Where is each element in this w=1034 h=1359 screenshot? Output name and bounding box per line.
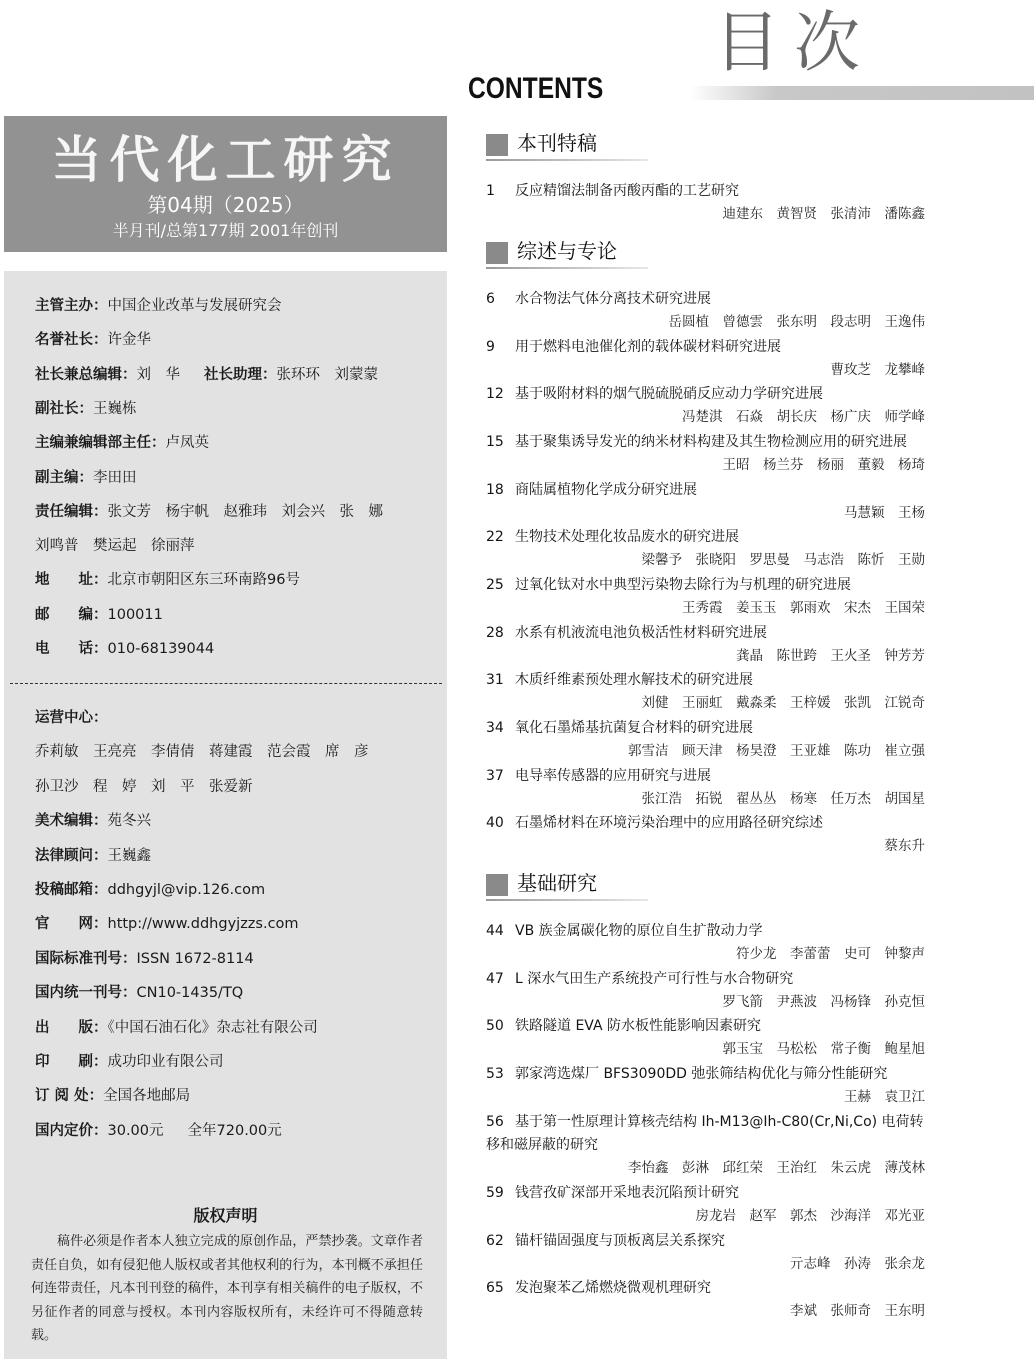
toc-title-chinese: 目次 [714, 4, 874, 81]
operations-line [35, 1121, 282, 1141]
article-title-text: 铁路隧道 EVA 防水板性能影响因素研究 [515, 1018, 762, 1034]
article-page-number: 50 [486, 1018, 504, 1034]
operations-value: ISSN 1672-8114 [136, 950, 254, 967]
masthead-line [35, 330, 151, 350]
operations-value: 苑冬兴 [107, 813, 151, 830]
article-page-number: 25 [486, 577, 504, 593]
article-title[interactable] [486, 1015, 936, 1038]
masthead-line [35, 433, 209, 453]
operations-line [35, 1018, 318, 1038]
masthead-line [35, 639, 214, 659]
article-authors: 曹玫芝 龙攀峰 [830, 362, 925, 378]
article-title[interactable] [486, 920, 936, 943]
article-authors: 罗飞箭 尹燕波 冯杨锋 孙克恒 [722, 994, 925, 1010]
operations-line [35, 742, 369, 762]
operations-line [35, 1086, 190, 1106]
section-title: 本刊特稿 [517, 131, 597, 155]
article-authors: 王秀霞 姜玉玉 郭雨欢 宋杰 王国荣 [682, 600, 925, 616]
journal-banner [4, 116, 447, 252]
masthead-label: 主管主办： [35, 298, 108, 314]
operations-line [35, 811, 151, 831]
article-title[interactable] [486, 1182, 936, 1205]
operations-value: 《中国石油石化》杂志社有限公司 [107, 1019, 318, 1036]
masthead-line [35, 605, 163, 625]
section-marker-icon [486, 242, 508, 264]
article-title[interactable] [486, 383, 936, 406]
masthead-label: 副社长： [35, 400, 93, 417]
masthead-value: 刘鸣普 樊运起 徐丽萍 [35, 538, 195, 555]
masthead-panel [4, 271, 447, 1359]
operations-label: 运营中心： [35, 710, 108, 726]
masthead-label: 责任编辑： [35, 503, 108, 520]
operations-label: 国内统一刊号： [35, 985, 137, 1002]
article-title-text: 商陆属植物化学成分研究进展 [515, 482, 697, 498]
article-title-text: 石墨烯材料在环境污染治理中的应用路径研究综述 [515, 815, 823, 831]
masthead-line [35, 502, 383, 522]
article-authors: 王昭 杨兰芬 杨丽 董毅 杨琦 [722, 457, 925, 473]
article-authors: 迪建东 黄智贤 张清沛 潘陈鑫 [722, 206, 925, 222]
operations-label: 国内定价： [35, 1122, 108, 1139]
article-authors: 岳圆植 曾德雲 张东明 段志明 王逸伟 [668, 314, 925, 330]
copyright-title: 版权声明 [193, 1206, 258, 1225]
article-title[interactable] [486, 669, 936, 692]
article-authors: 马慧颖 王杨 [844, 505, 925, 521]
article-title[interactable] [486, 1277, 936, 1300]
article-title-text: 电导率传感器的应用研究与进展 [515, 768, 711, 784]
journal-title: 当代化工研究 [51, 130, 400, 189]
masthead-label: 电 话： [35, 641, 108, 657]
article-page-number: 9 [486, 339, 495, 355]
article-title[interactable] [486, 1111, 936, 1157]
article-authors: 蔡东升 [884, 838, 925, 854]
masthead-value: 北京市朝阳区东三环南路96号 [107, 572, 300, 589]
section-title: 基础研究 [517, 871, 597, 895]
masthead-label: 社长助理： [204, 366, 277, 383]
article-title[interactable] [486, 336, 936, 359]
issue-number: 第04期（2025） [147, 193, 304, 217]
article-page-number: 44 [486, 923, 504, 939]
operations-label: 订 阅 处： [35, 1088, 104, 1105]
article-title[interactable] [486, 479, 936, 502]
section-underline [486, 899, 648, 901]
article-authors: 刘健 王丽虹 戴淼柔 王梓媛 张凯 江锐奇 [641, 695, 925, 711]
article-title-text: 钱营孜矿深部开采地表沉陷预计研究 [515, 1185, 739, 1201]
masthead-line [35, 296, 282, 316]
operations-label: 法律顾问： [35, 847, 108, 864]
article-title-text: 基于吸附材料的烟气脱硫脱硝反应动力学研究进展 [515, 386, 823, 402]
article-title-text: 木质纤维素预处理水解技术的研究进展 [515, 672, 753, 688]
article-title[interactable] [486, 765, 936, 788]
article-title-text: 郭家湾选煤厂 BFS3090DD 弛张筛结构优化与筛分性能研究 [515, 1066, 888, 1082]
masthead-label: 社长兼总编辑： [35, 366, 137, 383]
section-marker-icon [486, 874, 508, 896]
article-authors: 张江浩 拓锐 翟丛丛 杨寒 任万杰 胡国星 [641, 791, 925, 807]
article-title-text: 氧化石墨烯基抗菌复合材料的研究进展 [515, 720, 753, 736]
operations-line [35, 708, 108, 728]
article-authors: 冯楚淇 石焱 胡长庆 杨广庆 师学峰 [682, 409, 925, 425]
section-marker-icon [486, 134, 508, 156]
masthead-label: 副主编： [35, 469, 93, 486]
article-page-number: 37 [486, 768, 504, 784]
article-title-text: 过氧化钛对水中典型污染物去除行为与机理的研究进展 [515, 577, 851, 593]
operations-line [35, 983, 243, 1003]
operations-value: 乔莉敏 王亮亮 李倩倩 蒋建霞 范会霞 席 彦 [35, 744, 369, 761]
operations-value: 孙卫沙 程 婷 刘 平 张爱新 [35, 778, 253, 795]
operations-line [35, 949, 254, 969]
operations-label: 印 刷： [35, 1054, 108, 1070]
article-title-text: VB 族金属碳化物的原位自生扩散动力学 [515, 923, 763, 939]
masthead-line [35, 399, 137, 419]
operations-value: 王巍鑫 [107, 847, 151, 864]
masthead-value: 中国企业改革与发展研究会 [107, 298, 282, 314]
article-authors: 郭玉宝 马松松 常子衡 鲍星旭 [722, 1041, 925, 1057]
article-page-number: 31 [486, 672, 504, 688]
article-page-number: 59 [486, 1185, 504, 1201]
issue-subline: 半月刊/总第177期 2001年创刊 [112, 221, 339, 240]
article-authors: 龚晶 陈世跨 王火圣 钟芳芳 [736, 648, 925, 664]
article-title[interactable] [486, 622, 936, 645]
article-title[interactable] [486, 968, 936, 991]
article-page-number: 56 [486, 1114, 504, 1130]
operations-label: 出 版： [35, 1019, 108, 1036]
operations-line [35, 1052, 224, 1072]
article-title-text: 反应精馏法制备丙酸丙酯的工艺研究 [515, 183, 739, 199]
operations-value: 30.00元 [107, 1122, 164, 1139]
operations-value: 全国各地邮局 [103, 1088, 191, 1105]
article-title-text: 水合物法气体分离技术研究进展 [515, 291, 711, 307]
operations-line [35, 914, 299, 934]
operations-label: 官 网： [35, 916, 108, 933]
article-page-number: 1 [486, 183, 495, 199]
article-authors: 王赫 袁卫江 [844, 1089, 925, 1105]
section-underline [486, 267, 648, 269]
operations-value: CN10-1435/TQ [136, 985, 244, 1002]
article-title[interactable] [486, 288, 936, 311]
masthead-value: 张文芳 杨宇帆 赵雅玮 刘会兴 张 娜 [107, 503, 383, 520]
article-authors: 房龙岩 赵军 郭杰 沙海洋 邓光亚 [695, 1208, 925, 1224]
article-title[interactable] [486, 717, 936, 740]
masthead-value: 张环环 刘蒙蒙 [276, 366, 378, 383]
article-authors: 符少龙 李蕾蕾 史可 钟黎声 [736, 946, 925, 962]
article-page-number: 53 [486, 1066, 504, 1082]
operations-line [35, 880, 265, 900]
article-title[interactable] [486, 812, 936, 835]
masthead-value: 王巍栋 [93, 400, 137, 417]
article-authors: 梁馨予 张晓阳 罗思曼 马志浩 陈忻 王勋 [641, 552, 925, 568]
section-underline [486, 159, 648, 161]
article-authors: 李斌 张师奇 王东明 [790, 1303, 925, 1319]
article-page-number: 65 [486, 1280, 504, 1296]
operations-label: 国际标准刊号： [35, 950, 137, 967]
operations-label: 投稿邮箱： [35, 882, 108, 898]
section-title: 综述与专论 [517, 239, 617, 263]
header-decor-bar [690, 86, 1034, 100]
article-title[interactable] [486, 574, 936, 597]
operations-line [35, 846, 151, 866]
article-page-number: 47 [486, 971, 504, 987]
article-title-text: 基于第一性原理计算核壳结构 Ih-M13@Ih-C80(Cr,Ni,Co) 电荷转移和磁屏蔽的研究 [486, 1114, 924, 1153]
article-page-number: 40 [486, 815, 504, 831]
masthead-label: 地 址： [35, 572, 108, 589]
article-page-number: 12 [486, 386, 504, 402]
article-page-number: 34 [486, 720, 504, 736]
article-authors: 李怡鑫 彭淋 邱红荣 王治红 朱云虎 薄茂林 [628, 1160, 925, 1176]
masthead-value: 100011 [107, 606, 163, 623]
masthead-value: 李田田 [93, 469, 137, 486]
masthead-line [35, 570, 300, 590]
operations-value: ddhgyjl@vip.126.com [107, 882, 266, 898]
masthead-value: 刘 华 [136, 366, 180, 383]
masthead-label: 主编兼编辑部主任： [35, 435, 166, 452]
masthead-label: 邮 编： [35, 606, 108, 623]
article-title-text: 水系有机液流电池负极活性材料研究进展 [515, 625, 767, 641]
masthead-line [35, 365, 378, 385]
masthead-label: 名誉社长： [35, 332, 108, 349]
article-page-number: 28 [486, 625, 504, 641]
masthead-line [35, 468, 137, 488]
masthead-value: 许金华 [107, 332, 151, 349]
masthead-line [35, 536, 195, 556]
operations-label: 美术编辑： [35, 813, 108, 830]
copyright-text: 稿件必须是作者本人独立完成的原创作品，严禁抄袭。文章作者责任自负，如有侵犯他人版权或者其他权利的行为，本刊概不承担任何连带责任，凡本刊刊登的稿件，本刊享有相关稿件的电子版权，不另征作者的同意与授权。本刊内容版权所有，未经许可不得随意转载。 [31, 1234, 423, 1343]
article-page-number: 62 [486, 1233, 504, 1249]
article-page-number: 18 [486, 482, 504, 498]
article-title[interactable] [486, 180, 936, 203]
divider [10, 683, 442, 684]
article-page-number: 15 [486, 434, 504, 450]
article-title[interactable] [486, 526, 936, 549]
article-title-text: L 深水气田生产系统投产可行性与水合物研究 [515, 971, 794, 987]
article-page-number: 6 [486, 291, 495, 307]
article-title[interactable] [486, 1230, 936, 1253]
masthead-value: 010-68139044 [107, 641, 215, 657]
article-page-number: 22 [486, 529, 504, 545]
article-authors: 郭雪洁 顾天津 杨昊澄 王亚雄 陈功 崔立强 [628, 743, 925, 759]
article-title-text: 锚杆锚固强度与顶板离层关系探究 [515, 1233, 725, 1249]
article-title-text: 用于燃料电池催化剂的载体碳材料研究进展 [515, 339, 781, 355]
masthead-value: 卢凤英 [165, 435, 209, 452]
article-title[interactable] [486, 431, 936, 454]
article-title-text: 生物技术处理化妆品废水的研究进展 [515, 529, 739, 545]
article-title-text: 发泡聚苯乙烯燃烧微观机理研究 [515, 1280, 711, 1296]
article-title-text: 基于聚集诱导发光的纳米材料构建及其生物检测应用的研究进展 [515, 434, 907, 450]
article-title[interactable] [486, 1063, 936, 1086]
operations-value: 全年720.00元 [187, 1122, 282, 1139]
operations-value: 成功印业有限公司 [107, 1054, 224, 1070]
operations-value: http://www.ddhgyjzzs.com [107, 916, 299, 933]
toc-title-english: CONTENTS [468, 72, 604, 105]
article-authors: 亓志峰 孙涛 张余龙 [790, 1256, 925, 1272]
operations-line [35, 777, 253, 797]
